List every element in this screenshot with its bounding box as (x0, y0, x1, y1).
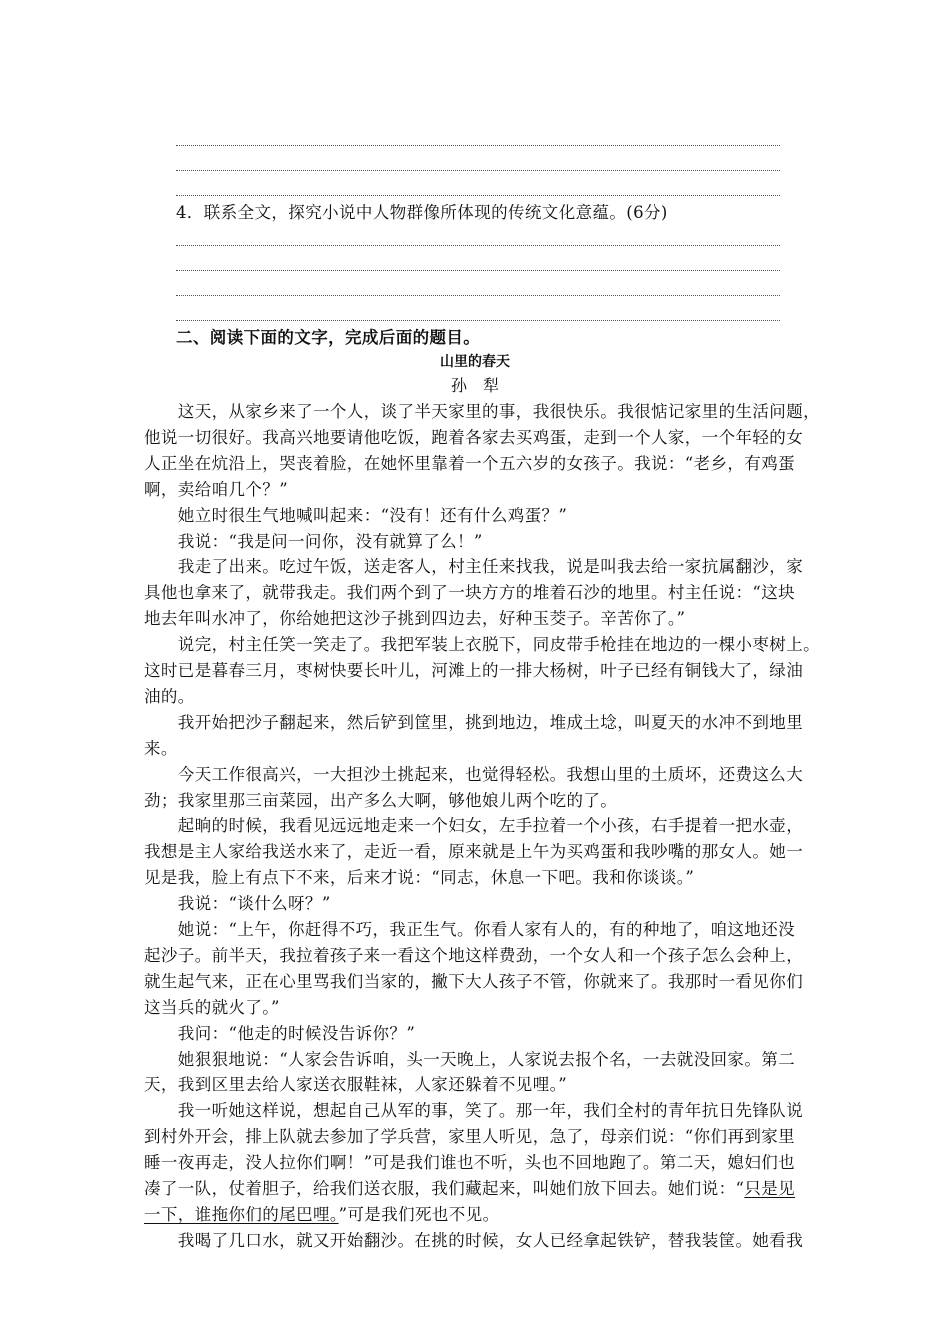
text-line: 我说：“我是问一问你，没有就算了么！” (144, 531, 483, 551)
text-line: 这天，从家乡来了一个人，谈了半天家里的事，我很快乐。我很惦记家里的生活问题， (144, 402, 820, 421)
answer-line (176, 295, 780, 296)
text-line (144, 1204, 814, 1226)
text-line: 睡一夜再走，没人拉你们啊！”可是我们谁也不听，头也不回地跑了。第二天，媳妇们也 (144, 1153, 796, 1173)
story-author: 孙 犁 (450, 376, 499, 395)
text-line: 天，我到区里去给人家送衣服鞋袜，人家还躲着不见哩。” (144, 1075, 568, 1095)
text-line: 我一听她这样说，想起自己从军的事，笑了。那一年，我们全村的青年抗日先锋队说 (144, 1101, 804, 1121)
section-heading: 二、阅读下面的文字，完成后面的题目。 (176, 328, 481, 347)
text-line: 我想是主人家给我送水来了，走近一看，原来就是上午为买鸡蛋和我吵嘴的那女人。她一 (144, 842, 804, 862)
text-line: 地去年叫水冲了，你给她把这沙子挑到四边去，好种玉茭子。辛苦你了。” (144, 609, 686, 629)
text-line: 我走了出来。吃过午饭，送走客人，村主任来找我，说是叫我去给一家抗属翻沙，家 (144, 557, 804, 577)
text-line: 我喝了几口水，就又开始翻沙。在挑的时候，女人已经拿起铁铲，替我装筐。她看我 (144, 1230, 804, 1250)
story-title: 山里的春天 (440, 354, 510, 370)
text-line: 她立时很生气地喊叫起来：“没有！还有什么鸡蛋？” (144, 505, 568, 525)
answer-line (176, 195, 780, 196)
text-line: 她狠狠地说：“人家会告诉咱，头一天晚上，人家说去报个名，一去就没回家。第二 (144, 1049, 796, 1069)
answer-line (176, 170, 780, 171)
text-line: 她说：“上午，你赶得不巧，我正生气。你看人家有人的，有的种地了，咱这地还没 (144, 920, 796, 939)
underlined-phrase: 一下，谁拖你们的尾巴哩。 (144, 1204, 339, 1224)
text-line: 今天工作很高兴，一大担沙土挑起来，也觉得轻松。我想山里的土质坏，还费这么大 (144, 764, 804, 784)
text-line: 到村外开会，排上队就去参加了学兵营，家里人听见，急了，母亲们说：“你们再到家里 (144, 1127, 796, 1147)
answer-line (176, 245, 780, 246)
text-span: ”可是我们死也不见。 (338, 1204, 500, 1224)
answer-line (176, 320, 780, 321)
text-line: 劲；我家里那三亩菜园，出产多么大啊，够他娘儿两个吃的了。 (144, 790, 618, 810)
question-4: 4．联系全文，探究小说中人物群像所体现的传统文化意蕴。(6分) (176, 203, 668, 222)
text-line: 啊，卖给咱几个？” (144, 479, 289, 499)
text-line: 人正坐在炕沿上，哭丧着脸，在她怀里靠着一个五六岁的女孩子。我说：“老乡，有鸡蛋 (144, 453, 796, 473)
text-line (144, 1178, 814, 1200)
text-line: 见是我，脸上有点下不来，后来才说：“同志，休息一下吧。我和你谈谈。” (144, 868, 695, 888)
text-line: 这时已是暮春三月，枣树快要长叶儿，河滩上的一排大杨树，叶子已经有铜钱大了，绿油 (144, 661, 804, 680)
text-line: 我问：“他走的时候没告诉你？” (144, 1023, 416, 1043)
answer-line (176, 145, 780, 146)
text-line: 起晌的时候，我看见远远地走来一个妇女，左手拉着一个小孩，右手提着一把水壶， (144, 816, 804, 836)
text-line: 就生起气来，正在心里骂我们当家的，撇下大人孩子不管，你就来了。我那时一看见你们 (144, 971, 804, 991)
text-line: 来。 (144, 738, 178, 758)
text-line: 说完，村主任笑一笑走了。我把军装上衣脱下，同皮带手枪挂在地边的一棵小枣树上。 (144, 635, 820, 655)
underlined-phrase: 只是见 (744, 1179, 796, 1198)
answer-line (176, 270, 780, 271)
text-line: 我开始把沙子翻起来，然后铲到筐里，挑到地边，堆成土埝，叫夏天的水冲不到地里 (144, 712, 804, 732)
text-line: 这当兵的就火了。” (144, 997, 280, 1017)
text-line: 起沙子。前半天，我拉着孩子来一看这个地这样费劲，一个女人和一个孩子怎么会种上， (144, 945, 804, 965)
text-span: 凑了一队，仗着胆子，给我们送衣服，我们藏起来，叫她们放下回去。她们说：“ (144, 1179, 745, 1198)
text-line: 具他也拿来了，就带我走。我们两个到了一块方方的堆着石沙的地里。村主任说：“这块 (144, 583, 796, 603)
text-line: 油的。 (144, 686, 195, 706)
text-line: 他说一切很好。我高兴地要请他吃饭，跑着各家去买鸡蛋，走到一个人家，一个年轻的女 (144, 427, 804, 447)
text-line: 我说：“谈什么呀？” (144, 894, 331, 914)
